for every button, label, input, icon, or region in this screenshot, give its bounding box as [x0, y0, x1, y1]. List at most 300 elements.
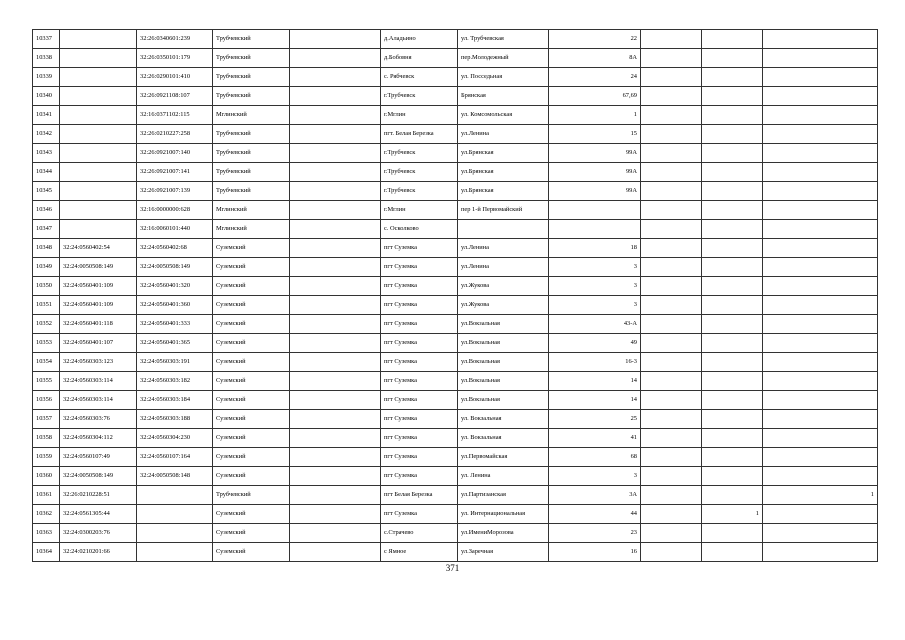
cell-previous-cadastral-number: 32:24:0560107:49 — [60, 448, 137, 467]
cell-record-number: 10355 — [33, 372, 60, 391]
cell-record-number: 10350 — [33, 277, 60, 296]
cell-previous-cadastral-number — [60, 30, 137, 49]
cell-column-10 — [702, 68, 763, 87]
cell-locality: пгт Суземка — [381, 315, 458, 334]
cell-column-11 — [763, 277, 878, 296]
cell-cadastral-number: 32:24:0560402:68 — [137, 239, 213, 258]
cell-record-number: 10357 — [33, 410, 60, 429]
cell-previous-cadastral-number: 32:24:0050508:149 — [60, 258, 137, 277]
cell-house-number: 14 — [549, 372, 641, 391]
cell-locality: пгт Суземка — [381, 429, 458, 448]
cell-house-number: 24 — [549, 68, 641, 87]
cell-column-11 — [763, 220, 878, 239]
cell-district: Мглинский — [213, 106, 290, 125]
cell-record-number: 10362 — [33, 505, 60, 524]
cell-previous-cadastral-number: 32:24:0560303:76 — [60, 410, 137, 429]
cell-column-11 — [763, 68, 878, 87]
cell-previous-cadastral-number: 32:24:0560401:107 — [60, 334, 137, 353]
cell-column-10 — [702, 201, 763, 220]
cell-record-number: 10353 — [33, 334, 60, 353]
cell-street: ул.Партизанская — [458, 486, 549, 505]
cell-house-number: 3 — [549, 258, 641, 277]
table-row — [33, 68, 878, 87]
table-row — [33, 372, 878, 391]
cell-empty — [290, 505, 381, 524]
cell-column-9 — [641, 49, 702, 68]
cell-record-number: 10351 — [33, 296, 60, 315]
table-row — [33, 505, 878, 524]
cell-district: Суземский — [213, 353, 290, 372]
cell-column-9 — [641, 296, 702, 315]
cell-locality: с.Страчево — [381, 524, 458, 543]
cell-locality: с Ямное — [381, 543, 458, 562]
cell-column-11 — [763, 296, 878, 315]
cell-column-9 — [641, 543, 702, 562]
cell-previous-cadastral-number: 32:24:0560401:109 — [60, 296, 137, 315]
cell-column-11 — [763, 372, 878, 391]
cell-district: Суземский — [213, 543, 290, 562]
cell-column-9 — [641, 258, 702, 277]
cell-district: Суземский — [213, 429, 290, 448]
table-row — [33, 220, 878, 239]
cell-column-10 — [702, 87, 763, 106]
cell-district: Суземский — [213, 277, 290, 296]
cell-district: Суземский — [213, 258, 290, 277]
cell-column-11 — [763, 163, 878, 182]
cell-cadastral-number: 32:24:0560303:184 — [137, 391, 213, 410]
cell-record-number: 10338 — [33, 49, 60, 68]
cell-locality: пгт Суземка — [381, 467, 458, 486]
cell-locality: пгт Суземка — [381, 239, 458, 258]
cell-locality: пгт Суземка — [381, 505, 458, 524]
cell-record-number: 10360 — [33, 467, 60, 486]
cell-record-number: 10347 — [33, 220, 60, 239]
cell-column-10 — [702, 239, 763, 258]
cell-district: Трубчевский — [213, 486, 290, 505]
cell-locality: пгт Суземка — [381, 258, 458, 277]
cell-previous-cadastral-number: 32:24:0560303:123 — [60, 353, 137, 372]
cell-record-number: 10361 — [33, 486, 60, 505]
cell-column-11 — [763, 505, 878, 524]
cell-column-11 — [763, 524, 878, 543]
cell-cadastral-number: 32:26:0340601:239 — [137, 30, 213, 49]
cell-cadastral-number: 32:24:0560401:333 — [137, 315, 213, 334]
cell-empty — [290, 68, 381, 87]
cell-empty — [290, 524, 381, 543]
cell-column-11 — [763, 125, 878, 144]
cell-column-11 — [763, 315, 878, 334]
cell-house-number: 41 — [549, 429, 641, 448]
cell-house-number: 18 — [549, 239, 641, 258]
cell-empty — [290, 239, 381, 258]
cell-street: пер 1-й Первомайский — [458, 201, 549, 220]
cell-district: Трубчевский — [213, 49, 290, 68]
cell-previous-cadastral-number — [60, 182, 137, 201]
table-row — [33, 486, 878, 505]
cell-previous-cadastral-number — [60, 201, 137, 220]
cell-locality: г.Мглин — [381, 201, 458, 220]
cell-street: ул. Интернациональная — [458, 505, 549, 524]
table-row — [33, 524, 878, 543]
cell-cadastral-number: 32:24:0560303:188 — [137, 410, 213, 429]
table-row — [33, 277, 878, 296]
cell-locality: пгт Суземка — [381, 277, 458, 296]
cell-column-11 — [763, 182, 878, 201]
cell-empty — [290, 30, 381, 49]
cell-district: Трубчевский — [213, 182, 290, 201]
cell-column-10 — [702, 30, 763, 49]
table-row — [33, 125, 878, 144]
cell-record-number: 10348 — [33, 239, 60, 258]
cell-column-9 — [641, 144, 702, 163]
cell-cadastral-number: 32:24:0560401:365 — [137, 334, 213, 353]
cell-column-10 — [702, 106, 763, 125]
cell-house-number: 3А — [549, 486, 641, 505]
table-row — [33, 258, 878, 277]
cell-column-10 — [702, 277, 763, 296]
table-row — [33, 467, 878, 486]
cell-street: ул.Брянская — [458, 163, 549, 182]
cell-district: Трубчевский — [213, 163, 290, 182]
cell-empty — [290, 410, 381, 429]
cell-column-11 — [763, 391, 878, 410]
cell-cadastral-number: 32:26:0921007:140 — [137, 144, 213, 163]
table-row — [33, 410, 878, 429]
table-row — [33, 163, 878, 182]
cell-column-9 — [641, 353, 702, 372]
cell-column-10 — [702, 296, 763, 315]
cell-locality: пгт Суземка — [381, 296, 458, 315]
cell-empty — [290, 277, 381, 296]
cell-empty — [290, 372, 381, 391]
table-row — [33, 144, 878, 163]
cell-street: ул. Трубчевская — [458, 30, 549, 49]
cell-column-10 — [702, 372, 763, 391]
cell-street: ул. Вокзальная — [458, 429, 549, 448]
cell-street: ул.Брянская — [458, 144, 549, 163]
cell-district: Суземский — [213, 410, 290, 429]
cell-locality: с. Рябчевск — [381, 68, 458, 87]
cell-column-11 — [763, 429, 878, 448]
table-row — [33, 296, 878, 315]
cell-column-11 — [763, 353, 878, 372]
table-row — [33, 30, 878, 49]
cell-district: Трубчевский — [213, 68, 290, 87]
cell-column-10 — [702, 315, 763, 334]
cell-empty — [290, 296, 381, 315]
cell-column-10 — [702, 486, 763, 505]
cell-column-10 — [702, 258, 763, 277]
table-row — [33, 543, 878, 562]
cell-previous-cadastral-number: 32:24:0210201:66 — [60, 543, 137, 562]
table-row — [33, 353, 878, 372]
cell-column-9 — [641, 87, 702, 106]
page-number: 371 — [445, 563, 460, 573]
cell-column-10 — [702, 353, 763, 372]
cell-house-number: 43-А — [549, 315, 641, 334]
cell-column-9 — [641, 391, 702, 410]
cell-column-11 — [763, 144, 878, 163]
cell-house-number: 99А — [549, 182, 641, 201]
cell-previous-cadastral-number: 32:24:0560401:109 — [60, 277, 137, 296]
cell-empty — [290, 391, 381, 410]
cell-cadastral-number: 32:16:0000000:628 — [137, 201, 213, 220]
cell-street: ул.Брянская — [458, 182, 549, 201]
cell-street: ул.ИмениМорозова — [458, 524, 549, 543]
cell-previous-cadastral-number: 32:24:0560401:118 — [60, 315, 137, 334]
cell-record-number: 10354 — [33, 353, 60, 372]
cell-previous-cadastral-number: 32:24:0560303:114 — [60, 372, 137, 391]
cell-column-10: 1 — [702, 505, 763, 524]
cell-district: Трубчевский — [213, 125, 290, 144]
cell-previous-cadastral-number — [60, 220, 137, 239]
cell-column-11 — [763, 334, 878, 353]
cell-cadastral-number: 32:26:0210227:258 — [137, 125, 213, 144]
cell-cadastral-number: 32:24:0050508:149 — [137, 258, 213, 277]
cell-locality: г.Трубчевск — [381, 144, 458, 163]
cell-house-number: 8А — [549, 49, 641, 68]
table-row — [33, 429, 878, 448]
cell-house-number: 16 — [549, 543, 641, 562]
cell-record-number: 10359 — [33, 448, 60, 467]
cell-empty — [290, 486, 381, 505]
cell-district: Суземский — [213, 296, 290, 315]
cell-column-11 — [763, 543, 878, 562]
cell-record-number: 10339 — [33, 68, 60, 87]
cell-cadastral-number — [137, 505, 213, 524]
cell-cadastral-number — [137, 486, 213, 505]
cell-locality: пгт Суземка — [381, 353, 458, 372]
cell-street: ул.Ленина — [458, 258, 549, 277]
cell-column-9 — [641, 467, 702, 486]
cell-previous-cadastral-number — [60, 106, 137, 125]
cell-empty — [290, 353, 381, 372]
cell-street: Брянская — [458, 87, 549, 106]
cell-locality: д.Бобовня — [381, 49, 458, 68]
cell-column-10 — [702, 182, 763, 201]
cell-cadastral-number: 32:16:0371102:115 — [137, 106, 213, 125]
cell-cadastral-number: 32:24:0560303:182 — [137, 372, 213, 391]
cell-column-11 — [763, 410, 878, 429]
cell-empty — [290, 201, 381, 220]
cell-column-10 — [702, 144, 763, 163]
cell-column-9 — [641, 372, 702, 391]
cell-district: Суземский — [213, 334, 290, 353]
cell-house-number: 3 — [549, 467, 641, 486]
cell-previous-cadastral-number: 32:24:0300203:76 — [60, 524, 137, 543]
cell-cadastral-number: 32:26:0921007:141 — [137, 163, 213, 182]
table-row — [33, 49, 878, 68]
cell-record-number: 10356 — [33, 391, 60, 410]
cell-record-number: 10342 — [33, 125, 60, 144]
cell-house-number: 14 — [549, 391, 641, 410]
cell-street: ул.Вокзальная — [458, 353, 549, 372]
cell-column-9 — [641, 486, 702, 505]
cell-record-number: 10352 — [33, 315, 60, 334]
cell-street: ул.Вокзальная — [458, 334, 549, 353]
cell-column-10 — [702, 125, 763, 144]
cell-previous-cadastral-number: 32:24:0560402:54 — [60, 239, 137, 258]
table-row — [33, 391, 878, 410]
cell-previous-cadastral-number: 32:26:0210228:51 — [60, 486, 137, 505]
cell-previous-cadastral-number — [60, 68, 137, 87]
cell-locality: г.Трубчевск — [381, 87, 458, 106]
cell-locality: пгт Белая Березка — [381, 486, 458, 505]
cell-column-10 — [702, 429, 763, 448]
table-row — [33, 87, 878, 106]
cell-empty — [290, 220, 381, 239]
cell-house-number: 99А — [549, 163, 641, 182]
cell-empty — [290, 144, 381, 163]
cell-district: Суземский — [213, 315, 290, 334]
cell-column-9 — [641, 163, 702, 182]
cell-street: ул.Вокзальная — [458, 391, 549, 410]
cell-house-number: 67,69 — [549, 87, 641, 106]
cell-column-9 — [641, 524, 702, 543]
cell-cadastral-number — [137, 543, 213, 562]
cell-record-number: 10364 — [33, 543, 60, 562]
cell-column-9 — [641, 182, 702, 201]
cell-column-10 — [702, 220, 763, 239]
cell-column-9 — [641, 315, 702, 334]
cell-previous-cadastral-number: 32:24:0560303:114 — [60, 391, 137, 410]
cell-house-number: 22 — [549, 30, 641, 49]
cell-house-number: 3 — [549, 296, 641, 315]
table-row — [33, 239, 878, 258]
table-row — [33, 315, 878, 334]
cell-street: ул. Посседьная — [458, 68, 549, 87]
cell-locality: с. Осколково — [381, 220, 458, 239]
cell-column-11 — [763, 448, 878, 467]
cell-house-number — [549, 201, 641, 220]
cell-house-number: 15 — [549, 125, 641, 144]
cell-column-10 — [702, 163, 763, 182]
cell-column-9 — [641, 334, 702, 353]
cell-column-10 — [702, 448, 763, 467]
cell-column-9 — [641, 277, 702, 296]
cell-column-11 — [763, 87, 878, 106]
cell-locality: г.Мглин — [381, 106, 458, 125]
cell-empty — [290, 448, 381, 467]
cell-column-9 — [641, 106, 702, 125]
cell-column-10 — [702, 334, 763, 353]
cell-street: ул.Ленина — [458, 239, 549, 258]
cell-record-number: 10337 — [33, 30, 60, 49]
cell-column-10 — [702, 410, 763, 429]
cell-previous-cadastral-number: 32:24:0560304:112 — [60, 429, 137, 448]
cell-locality: пгт Суземка — [381, 334, 458, 353]
cell-column-9 — [641, 68, 702, 87]
cell-empty — [290, 106, 381, 125]
cell-locality: пгт Суземка — [381, 391, 458, 410]
cell-cadastral-number: 32:16:0060101:440 — [137, 220, 213, 239]
cell-locality: пгт Суземка — [381, 448, 458, 467]
cell-house-number: 49 — [549, 334, 641, 353]
cell-column-11: 1 — [763, 486, 878, 505]
cell-empty — [290, 87, 381, 106]
cell-locality: пгт Суземка — [381, 410, 458, 429]
cell-district: Суземский — [213, 239, 290, 258]
cell-empty — [290, 429, 381, 448]
cell-locality: г.Трубчевск — [381, 163, 458, 182]
cell-empty — [290, 258, 381, 277]
cell-house-number: 44 — [549, 505, 641, 524]
cell-cadastral-number: 32:24:0560401:320 — [137, 277, 213, 296]
cell-column-11 — [763, 201, 878, 220]
cell-cadastral-number: 32:24:0050508:148 — [137, 467, 213, 486]
cell-empty — [290, 334, 381, 353]
registry-table — [32, 29, 878, 562]
cell-previous-cadastral-number: 32:24:0050508:149 — [60, 467, 137, 486]
cell-cadastral-number: 32:26:0921108:107 — [137, 87, 213, 106]
cell-house-number: 68 — [549, 448, 641, 467]
cell-empty — [290, 182, 381, 201]
cell-column-11 — [763, 467, 878, 486]
cell-column-9 — [641, 201, 702, 220]
cell-column-11 — [763, 258, 878, 277]
cell-previous-cadastral-number — [60, 87, 137, 106]
cell-column-10 — [702, 543, 763, 562]
cell-previous-cadastral-number — [60, 163, 137, 182]
cell-column-11 — [763, 239, 878, 258]
cell-column-9 — [641, 410, 702, 429]
cell-cadastral-number — [137, 524, 213, 543]
cell-column-11 — [763, 49, 878, 68]
cell-district: Суземский — [213, 391, 290, 410]
cell-street: ул. Ленина — [458, 467, 549, 486]
cell-column-9 — [641, 505, 702, 524]
cell-cadastral-number: 32:24:0560107:164 — [137, 448, 213, 467]
cell-empty — [290, 467, 381, 486]
cell-column-11 — [763, 30, 878, 49]
cell-cadastral-number: 32:24:0560401:360 — [137, 296, 213, 315]
cell-district: Суземский — [213, 372, 290, 391]
cell-column-9 — [641, 429, 702, 448]
cell-district: Трубчевский — [213, 144, 290, 163]
cell-street: ул.Первомайская — [458, 448, 549, 467]
cell-record-number: 10345 — [33, 182, 60, 201]
cell-column-10 — [702, 391, 763, 410]
table-row — [33, 334, 878, 353]
cell-district: Суземский — [213, 524, 290, 543]
table-row — [33, 201, 878, 220]
cell-empty — [290, 125, 381, 144]
cell-empty — [290, 163, 381, 182]
cell-house-number: 3 — [549, 277, 641, 296]
cell-street: ул.Жукова — [458, 296, 549, 315]
cell-street: ул.Вокзальная — [458, 372, 549, 391]
cell-cadastral-number: 32:26:0350101:179 — [137, 49, 213, 68]
cell-locality: д.Аладьино — [381, 30, 458, 49]
cell-record-number: 10346 — [33, 201, 60, 220]
cell-street: ул. Комсомольская — [458, 106, 549, 125]
cell-column-9 — [641, 448, 702, 467]
cell-house-number: 25 — [549, 410, 641, 429]
cell-empty — [290, 49, 381, 68]
cell-street: ул.Жукова — [458, 277, 549, 296]
cell-street: ул.Заречная — [458, 543, 549, 562]
cell-previous-cadastral-number — [60, 49, 137, 68]
cell-record-number: 10358 — [33, 429, 60, 448]
cell-street: ул.Вокзальная — [458, 315, 549, 334]
cell-previous-cadastral-number — [60, 125, 137, 144]
cell-cadastral-number: 32:24:0560303:191 — [137, 353, 213, 372]
cell-record-number: 10349 — [33, 258, 60, 277]
cell-street: ул. Вокзальная — [458, 410, 549, 429]
cell-locality: г.Трубчевск — [381, 182, 458, 201]
cell-house-number: 99А — [549, 144, 641, 163]
cell-record-number: 10344 — [33, 163, 60, 182]
